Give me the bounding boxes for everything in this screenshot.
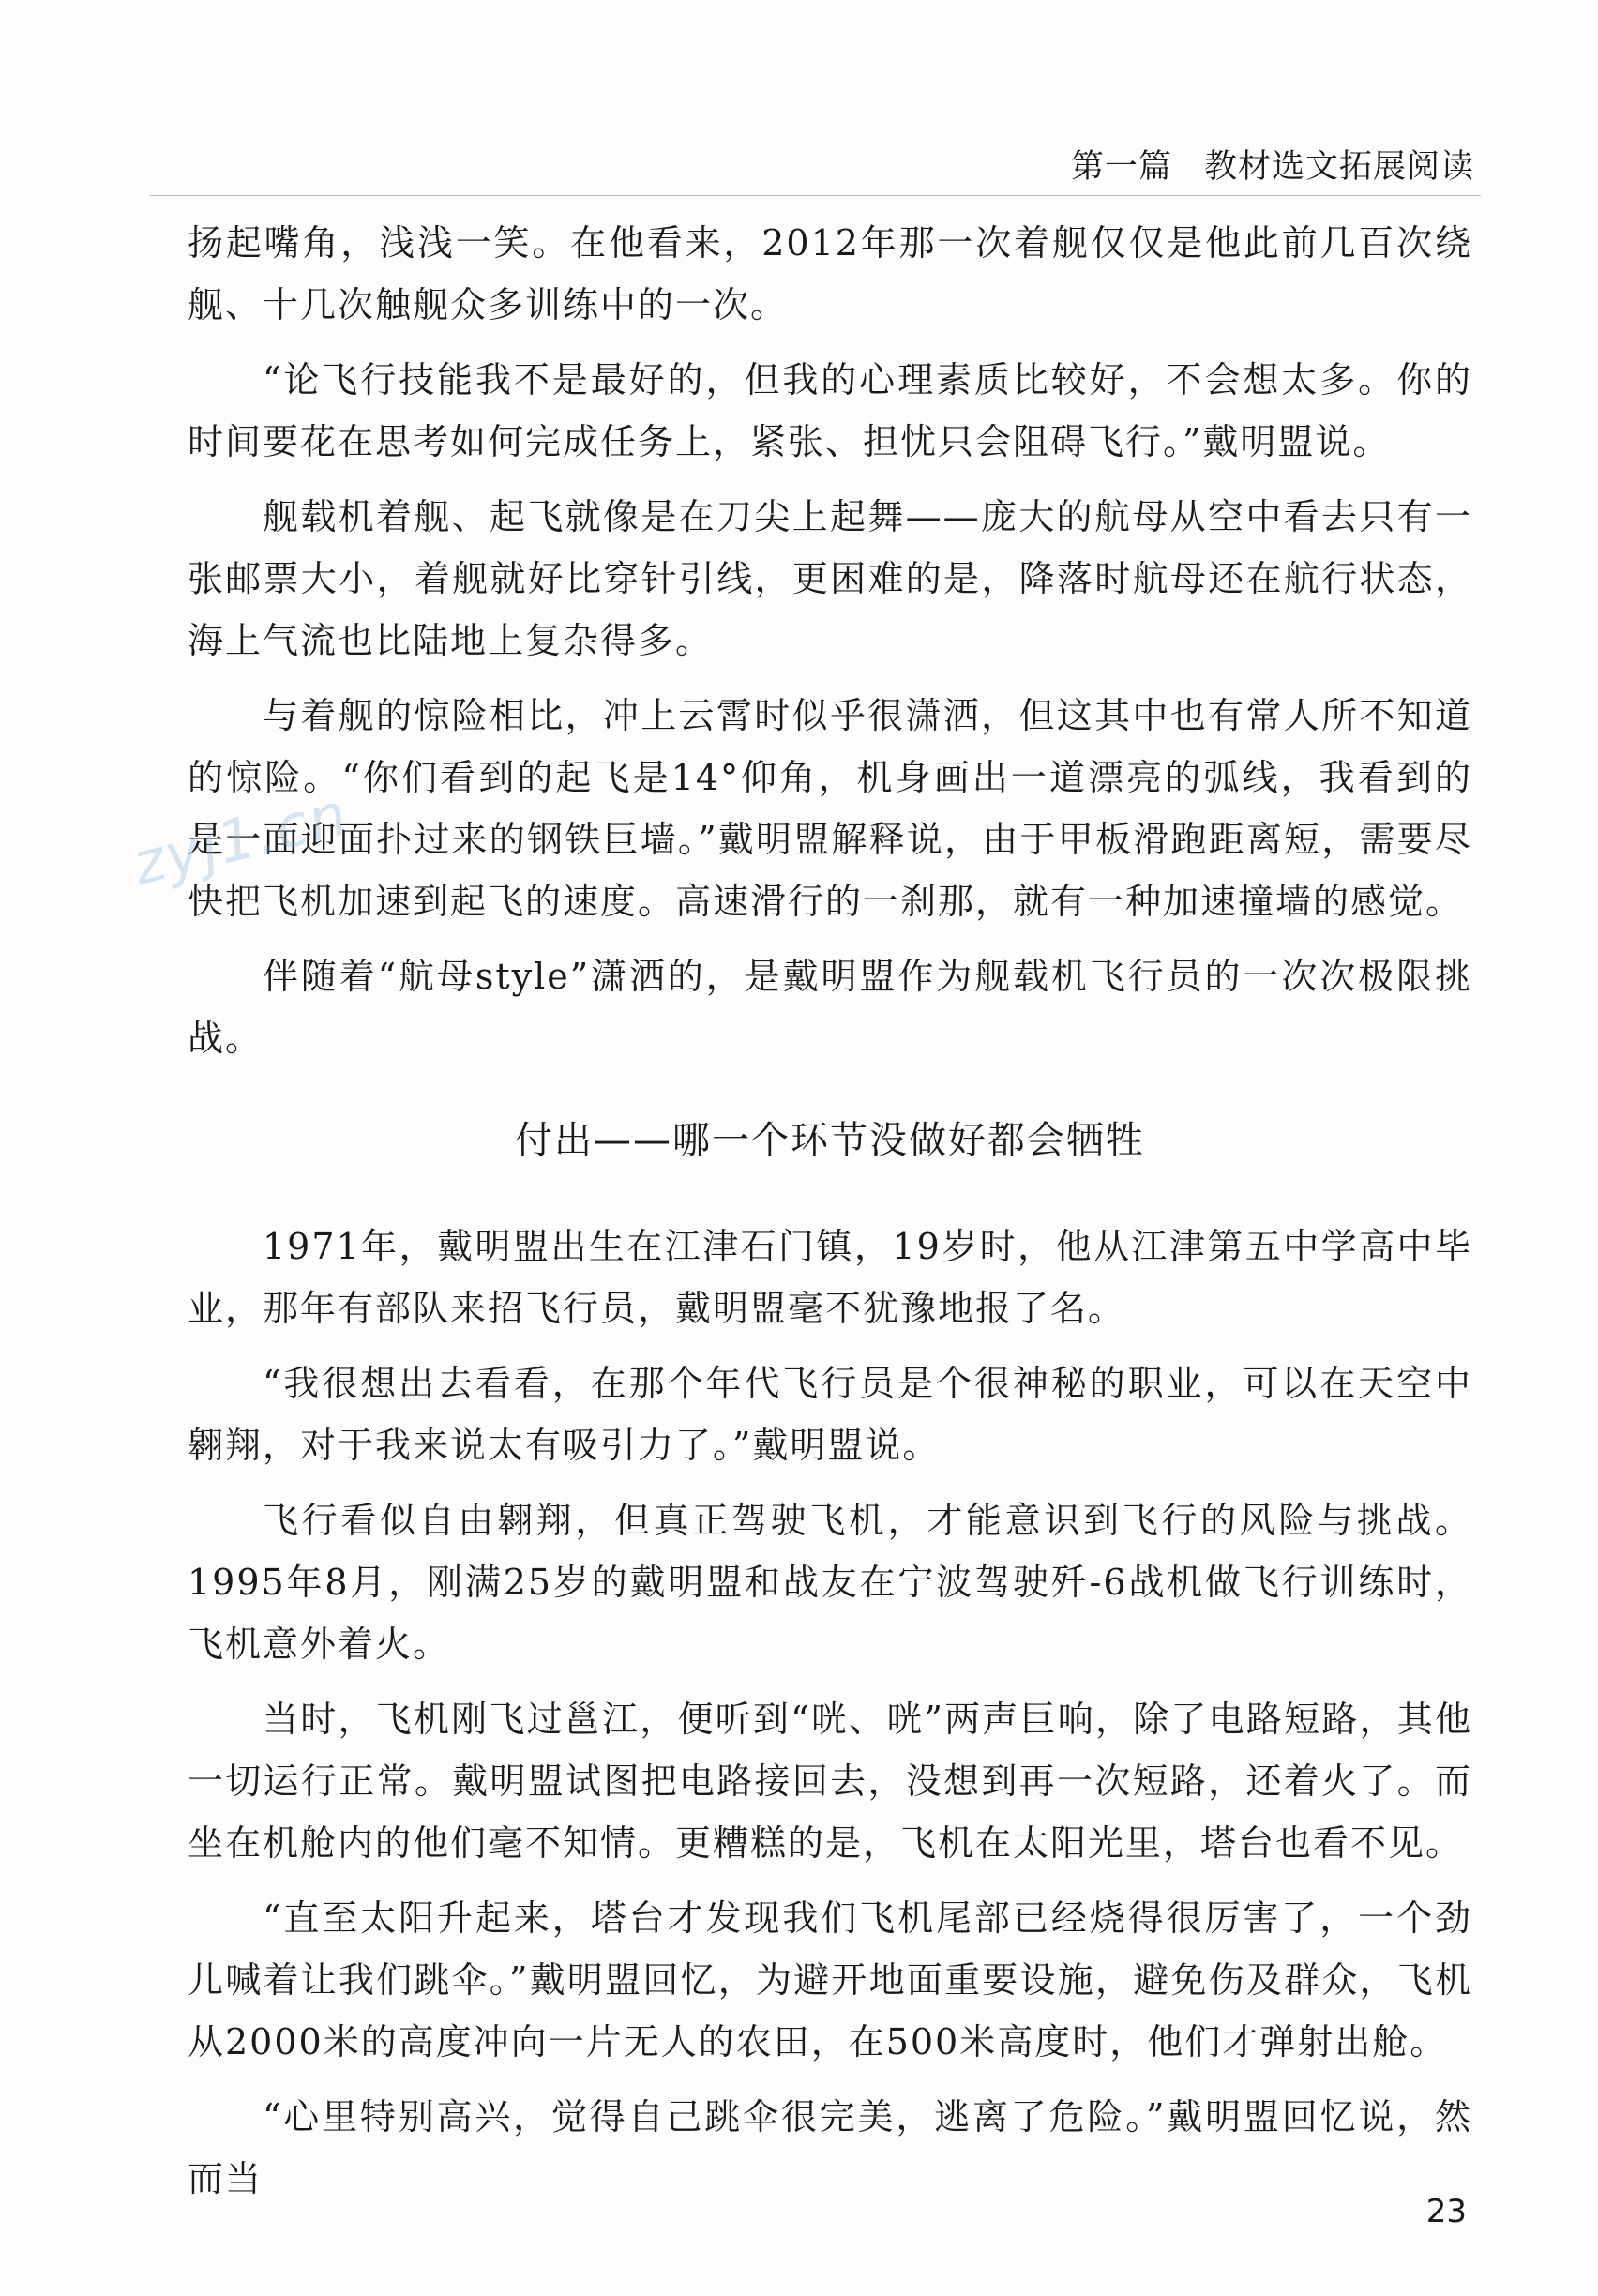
paragraph: “心里特别高兴，觉得自己跳伞很完美，逃离了危险。”戴明盟回忆说，然而当 bbox=[188, 2096, 1472, 2199]
header-divider bbox=[150, 195, 1481, 196]
paragraph: “直至太阳升起来，塔台才发现我们飞机尾部已经烧得很厉害了，一个劲儿喊着让我们跳伞。”戴明盟回忆，为避开地面重要设施，避免伤及群众，飞机从2000米的高度冲向一片无人的农田，在500米高度时，他们才弹射出舱。 bbox=[188, 1897, 1472, 2062]
header-section-label: 教材选文拓展阅读 bbox=[1203, 148, 1474, 186]
section-subheading: 付出——哪一个环节没做好都会牺牲 bbox=[515, 1119, 1145, 1162]
paragraph: 扬起嘴角，浅浅一笑。在他看来，2012年那一次着舰仅仅是他此前几百次绕舰、十几次触舰众多训练中的一次。 bbox=[188, 222, 1472, 325]
paragraph-group-after bbox=[188, 1216, 1472, 2210]
paragraph: “论飞行技能我不是最好的，但我的心理素质比较好，不会想太多。你的时间要花在思考如何完成任务上，紧张、担忧只会阻碍飞行。”戴明盟说。 bbox=[188, 359, 1472, 462]
paragraph: 1971年，戴明盟出生在江津石门镇，19岁时，他从江津第五中学高中毕业，那年有部队来招飞行员，戴明盟毫不犹豫地报了名。 bbox=[188, 1226, 1472, 1329]
article-body bbox=[188, 212, 1472, 2223]
paragraph: 当时，飞机刚飞过邕江，便听到“咣、咣”两声巨响，除了电路短路，其他一切运行正常。戴明盟试图把电路接回去，没想到再一次短路，还着火了。而坐在机舱内的他们毫不知情。更糟糕的是，飞机在太阳光里，塔台也看不见。 bbox=[188, 1699, 1472, 1864]
paragraph: 飞行看似自由翱翔，但真正驾驶飞机，才能意识到飞行的风险与挑战。1995年8月，刚满25岁的戴明盟和战友在宁波驾驶歼-6战机做飞行训练时，飞机意外着火。 bbox=[188, 1500, 1472, 1665]
paragraph: 与着舰的惊险相比，冲上云霄时似乎很潇洒，但这其中也有常人所不知道的惊险。“你们看到的起飞是14°仰角，机身画出一道漂亮的弧线，我看到的是一面迎面扑过来的钢铁巨墙。”戴明盟解释说，由于甲板滑跑距离短，需要尽快把飞机加速到起飞的速度。高速滑行的一刹那，就有一种加速撞墙的感觉。 bbox=[188, 695, 1472, 922]
page-number: 23 bbox=[1425, 2193, 1467, 2230]
paragraph-group-before bbox=[188, 212, 1472, 1069]
paragraph: 舰载机着舰、起飞就像是在刀尖上起舞——庞大的航母从空中看去只有一张邮票大小，着舰就好比穿针引线，更困难的是，降落时航母还在航行状态，海上气流也比陆地上复杂得多。 bbox=[188, 496, 1472, 661]
paragraph: “我很想出去看看，在那个年代飞行员是个很神秘的职业，可以在天空中翱翔，对于我来说太有吸引力了。”戴明盟说。 bbox=[188, 1363, 1472, 1466]
watermark: zyj1.cn bbox=[126, 778, 355, 899]
running-header bbox=[1071, 141, 1474, 188]
paragraph: 伴随着“航母style”潇洒的，是戴明盟作为舰载机飞行员的一次次极限挑战。 bbox=[188, 956, 1472, 1059]
header-part-label: 第一篇 bbox=[1070, 148, 1172, 186]
